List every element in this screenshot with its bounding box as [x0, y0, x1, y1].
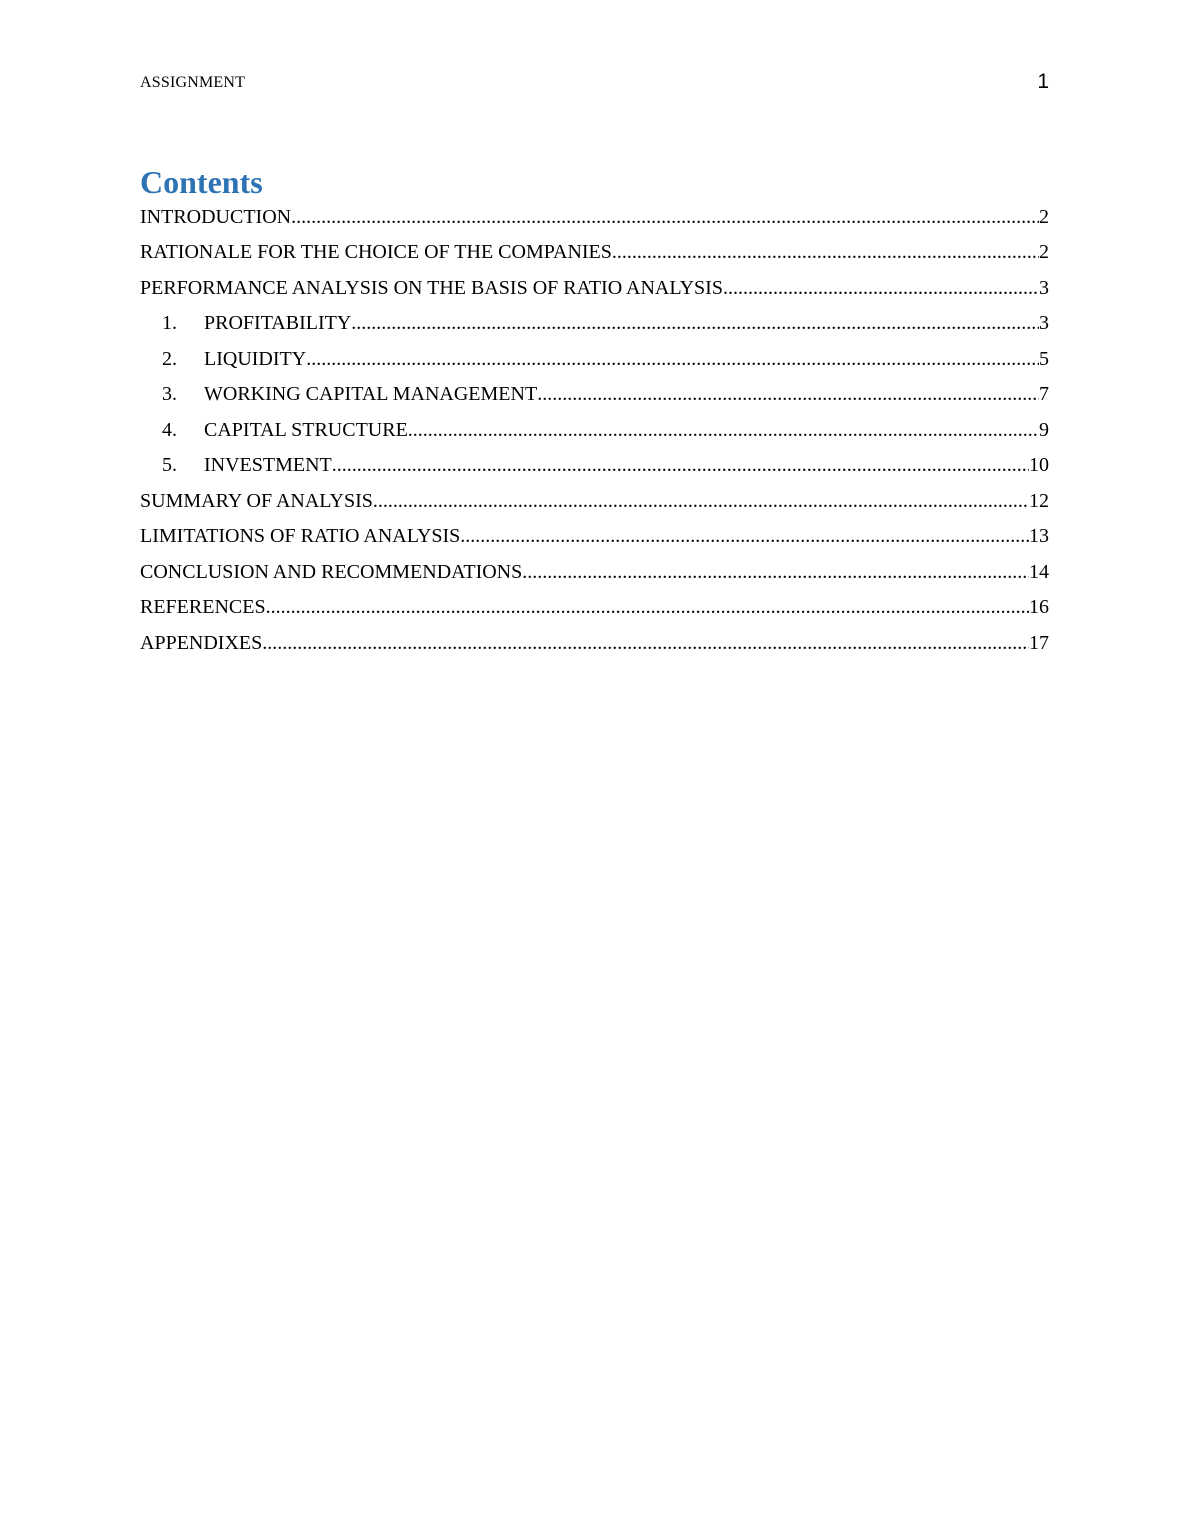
toc-entry-capital-structure[interactable] — [140, 412, 1049, 448]
toc-entry-conclusion[interactable] — [140, 554, 1049, 590]
toc-entry-page: 9 — [1039, 418, 1049, 441]
toc-entry-label: SUMMARY OF ANALYSIS — [140, 489, 373, 512]
toc-title: Contents — [140, 164, 263, 200]
dot-leader — [262, 631, 1029, 655]
dot-leader — [266, 595, 1029, 619]
toc-entry-appendixes[interactable] — [140, 625, 1049, 661]
dot-leader — [612, 240, 1039, 264]
toc-entry-page: 12 — [1029, 489, 1049, 512]
dot-leader — [723, 276, 1039, 300]
toc-entry-page: 17 — [1029, 631, 1049, 654]
dot-leader — [408, 418, 1039, 442]
toc-entry-label: LIMITATIONS OF RATIO ANALYSIS — [140, 525, 461, 548]
toc-entry-page: 5 — [1039, 347, 1049, 370]
toc-entry-label: LIQUIDITY — [204, 347, 307, 370]
toc-entry-performance-analysis[interactable] — [140, 270, 1049, 306]
toc-entry-label: PROFITABILITY — [204, 312, 352, 335]
toc-entry-investment[interactable] — [140, 448, 1049, 484]
toc-entry-rationale[interactable] — [140, 235, 1049, 271]
toc-entry-label: APPENDIXES — [140, 631, 263, 654]
dot-leader — [332, 453, 1029, 477]
dot-leader — [373, 489, 1029, 513]
toc-entry-page: 2 — [1039, 241, 1049, 264]
toc-entry-page: 10 — [1029, 454, 1049, 477]
toc-entry-number: 3. — [162, 383, 177, 406]
toc-entry-number: 5. — [162, 454, 177, 477]
toc-entry-page: 3 — [1039, 312, 1049, 335]
toc-entry-references[interactable] — [140, 590, 1049, 626]
dot-leader — [291, 205, 1039, 229]
toc-entry-profitability[interactable] — [140, 306, 1049, 342]
dot-leader — [460, 524, 1029, 548]
toc-entry-page: 7 — [1039, 383, 1049, 406]
table-of-contents — [140, 199, 1049, 661]
toc-entry-number: 4. — [162, 418, 177, 441]
toc-entry-page: 14 — [1029, 560, 1049, 583]
toc-entry-number: 1. — [162, 312, 177, 335]
toc-entry-page: 13 — [1029, 525, 1049, 548]
toc-entry-label: INVESTMENT — [204, 454, 332, 477]
toc-entry-label: RATIONALE FOR THE CHOICE OF THE COMPANIES — [140, 241, 612, 264]
toc-entry-label: INTRODUCTION — [140, 205, 292, 228]
dot-leader — [351, 311, 1039, 335]
toc-entry-limitations[interactable] — [140, 519, 1049, 555]
dot-leader — [537, 382, 1039, 406]
dot-leader — [306, 347, 1039, 371]
running-head: ASSIGNMENT — [140, 74, 246, 91]
dot-leader — [522, 560, 1029, 584]
toc-entry-page: 3 — [1039, 276, 1049, 299]
toc-entry-liquidity[interactable] — [140, 341, 1049, 377]
toc-entry-introduction[interactable] — [140, 199, 1049, 235]
toc-entry-page: 16 — [1029, 596, 1049, 619]
toc-entry-label: REFERENCES — [140, 596, 266, 619]
toc-entry-label: CAPITAL STRUCTURE — [204, 418, 408, 441]
toc-entry-working-capital[interactable] — [140, 377, 1049, 413]
toc-entry-summary[interactable] — [140, 483, 1049, 519]
toc-entry-page: 2 — [1039, 205, 1049, 228]
toc-entry-label: WORKING CAPITAL MANAGEMENT — [204, 383, 538, 406]
toc-entry-number: 2. — [162, 347, 177, 370]
toc-entry-label: PERFORMANCE ANALYSIS ON THE BASIS OF RATIO ANALYSIS — [140, 276, 723, 299]
page-number: 1 — [1037, 70, 1049, 93]
toc-entry-label: CONCLUSION AND RECOMMENDATIONS — [140, 560, 523, 583]
